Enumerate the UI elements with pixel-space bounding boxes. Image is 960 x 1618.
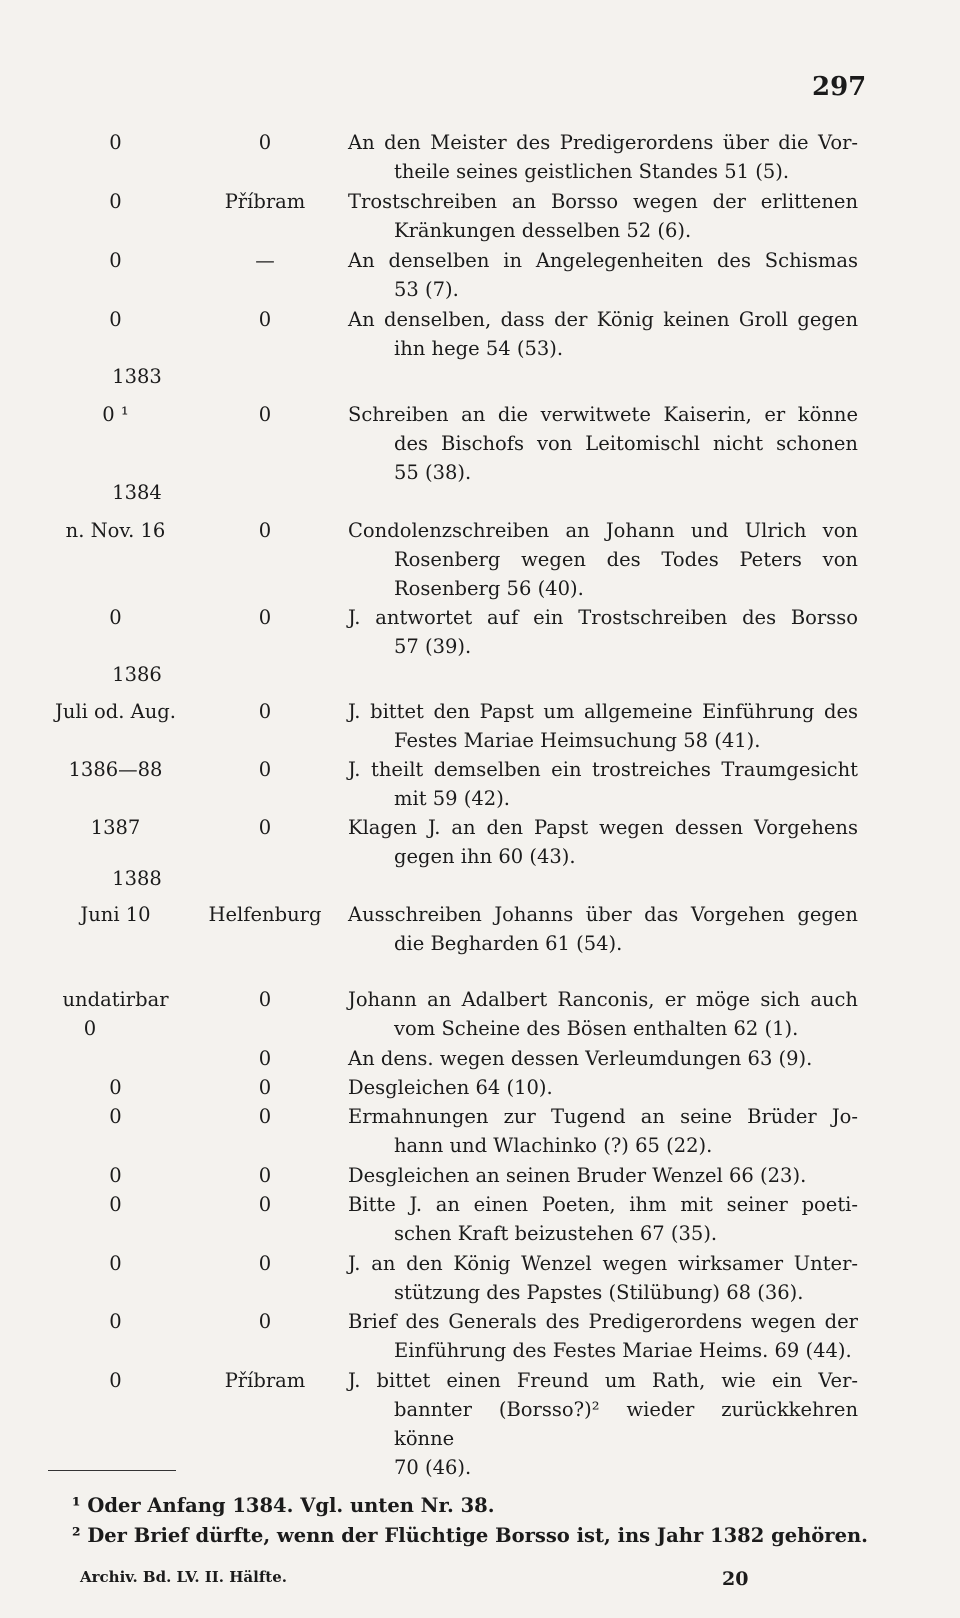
entry-line: Rosenberg wegen des Todes Peters von xyxy=(394,548,858,571)
entry-line: Bitte J. an einen Poeten, ihm mit seiner poeti- xyxy=(348,1193,858,1216)
entry-date: Juni 10 xyxy=(80,903,151,926)
entry-line: bannter (Borsso?)² wieder zurückkehren könne xyxy=(394,1398,858,1450)
entry-text xyxy=(348,1249,858,1307)
entry-line: 55 (38). xyxy=(394,461,472,484)
entry-text xyxy=(348,516,858,603)
entry-date: 0 xyxy=(109,1369,122,1392)
entry-place: 0 xyxy=(258,1047,272,1070)
sheet-number: 20 xyxy=(722,1568,749,1590)
entry-date: 0 xyxy=(109,606,122,629)
entry-date: 0 xyxy=(109,1105,122,1128)
entry-place: — xyxy=(255,249,275,272)
entry-line: Festes Mariae Heimsuchung 58 (41). xyxy=(394,729,761,752)
entry-line: Johann an Adalbert Ranconis, er möge sich auch xyxy=(348,988,858,1011)
entry-line: stützung des Papstes (Stilübung) 68 (36). xyxy=(394,1281,804,1304)
entry-place: 0 xyxy=(258,1164,272,1187)
entry-place: 0 xyxy=(258,308,272,331)
entry-text xyxy=(348,985,858,1043)
entry-text xyxy=(348,246,858,304)
entry-line: schen Kraft beizustehen 67 (35). xyxy=(394,1222,718,1245)
entry-date: 0 xyxy=(109,1310,122,1333)
entry-line: 53 (7). xyxy=(394,278,459,301)
entry-text xyxy=(348,400,858,487)
entry-text xyxy=(348,1044,858,1073)
entry-date: 1387 xyxy=(90,816,141,839)
entry-date: 0 xyxy=(109,131,122,154)
entry-line: Trostschreiben an Borsso wegen der erlittenen xyxy=(348,190,858,213)
archive-signature: Archiv. Bd. LV. II. Hälfte. xyxy=(80,1568,287,1586)
entry-line: 70 (46). xyxy=(394,1456,472,1479)
entry-line: mit 59 (42). xyxy=(394,787,511,810)
entry-line: Ausschreiben Johanns über das Vorgehen gegen xyxy=(348,903,858,926)
entry-line: An denselben, dass der König keinen Groll gegen xyxy=(348,308,858,331)
entry-place: 0 xyxy=(258,131,272,154)
entry-line: Kränkungen desselben 52 (6). xyxy=(394,219,692,242)
entry-date: 0 xyxy=(109,1076,122,1099)
entry-line: des Bischofs von Leitomischl nicht schonen xyxy=(394,432,858,455)
entry-text xyxy=(348,128,858,186)
entry-line: Schreiben an die verwitwete Kaiserin, er könne xyxy=(348,403,858,426)
entry-place: 0 xyxy=(258,988,272,1011)
footnote-rule xyxy=(48,1470,176,1471)
entry-date: 0 xyxy=(109,1193,122,1216)
entry-line: An den Meister des Predigerordens über die Vor- xyxy=(348,131,858,154)
entry-text xyxy=(348,1190,858,1248)
entry-date: Juli od. Aug. xyxy=(55,700,176,723)
year-heading: 1384 xyxy=(112,481,162,504)
entry-date: 0 ¹ xyxy=(102,403,129,426)
entry-text xyxy=(348,1102,858,1160)
entry-line: J. bittet einen Freund um Rath, wie ein Ver- xyxy=(348,1369,858,1392)
entry-line: Brief des Generals des Predigerordens wegen der xyxy=(348,1310,858,1333)
entry-text xyxy=(348,305,858,363)
entry-line: ihn hege 54 (53). xyxy=(394,337,564,360)
entry-line: Klagen J. an den Papst wegen dessen Vorgehens xyxy=(348,816,858,839)
entry-text xyxy=(348,1366,858,1482)
entry-place: 0 xyxy=(258,816,272,839)
entry-line: Einführung des Festes Mariae Heims. 69 (44). xyxy=(394,1339,852,1362)
entry-place: 0 xyxy=(258,519,272,542)
entry-date: 0 xyxy=(109,308,122,331)
entry-line: vom Scheine des Bösen enthalten 62 (1). xyxy=(394,1017,799,1040)
entry-line: die Begharden 61 (54). xyxy=(394,932,623,955)
entry-text xyxy=(348,900,858,958)
entry-line: Condolenzschreiben an Johann und Ulrich von xyxy=(348,519,858,542)
entry-line: 57 (39). xyxy=(394,635,472,658)
entry-date: 0 xyxy=(83,1017,97,1040)
entry-place: 0 xyxy=(258,1193,272,1216)
entry-text xyxy=(348,697,858,755)
entry-line: Rosenberg 56 (40). xyxy=(394,577,584,600)
entry-line: hann und Wlachinko (?) 65 (22). xyxy=(394,1134,713,1157)
entry-place: 0 xyxy=(258,403,272,426)
entry-line: Desgleichen an seinen Bruder Wenzel 66 (23). xyxy=(348,1164,807,1187)
entry-place: 0 xyxy=(258,1252,272,1275)
entry-text xyxy=(348,1307,858,1365)
entry-place: 0 xyxy=(258,700,272,723)
page-number: 297 xyxy=(812,72,867,102)
entry-line: An dens. wegen dessen Verleumdungen 63 (9). xyxy=(348,1047,813,1070)
entry-place: 0 xyxy=(258,1105,272,1128)
entry-place: Helfenburg xyxy=(208,903,322,926)
entry-date: 0 xyxy=(109,190,122,213)
entry-date: 0 xyxy=(109,1164,122,1187)
year-heading: 1388 xyxy=(112,867,162,890)
entry-line: J. antwortet auf ein Trostschreiben des Borsso xyxy=(348,606,858,629)
footnote: ² Der Brief dürfte, wenn der Flüchtige Borsso ist, ins Jahr 1382 gehören. xyxy=(72,1524,868,1547)
entry-line: J. bittet den Papst um allgemeine Einführung des xyxy=(348,700,858,723)
entry-date: 0 xyxy=(109,249,122,272)
entry-text xyxy=(348,603,858,661)
entry-place: 0 xyxy=(258,758,272,781)
year-heading: 1386 xyxy=(112,663,162,686)
entry-text xyxy=(348,1161,858,1190)
entry-line: Ermahnungen zur Tugend an seine Brüder Jo- xyxy=(348,1105,858,1128)
entry-place: 0 xyxy=(258,1076,272,1099)
entry-text xyxy=(348,755,858,813)
entry-line: J. an den König Wenzel wegen wirksamer Unter- xyxy=(348,1252,858,1275)
entry-date: 1386—88 xyxy=(68,758,163,781)
entry-date: 0 xyxy=(109,1252,122,1275)
entry-place: 0 xyxy=(258,1310,272,1333)
entry-line: Desgleichen 64 (10). xyxy=(348,1076,553,1099)
entry-text xyxy=(348,1073,858,1102)
entry-place: Příbram xyxy=(224,1369,306,1392)
entry-place: 0 xyxy=(258,606,272,629)
entry-text xyxy=(348,187,858,245)
entry-text xyxy=(348,813,858,871)
entry-date: undatirbar xyxy=(62,988,169,1011)
year-heading: 1383 xyxy=(112,365,162,388)
entry-line: theile seines geistlichen Standes 51 (5). xyxy=(394,160,790,183)
entry-line: gegen ihn 60 (43). xyxy=(394,845,576,868)
entry-line: An denselben in Angelegenheiten des Schismas xyxy=(348,249,858,272)
entry-place: Příbram xyxy=(224,190,306,213)
entry-date: n. Nov. 16 xyxy=(65,519,166,542)
footnote: ¹ Oder Anfang 1384. Vgl. unten Nr. 38. xyxy=(72,1494,495,1517)
entry-line: J. theilt demselben ein trostreiches Traumgesicht xyxy=(348,758,858,781)
